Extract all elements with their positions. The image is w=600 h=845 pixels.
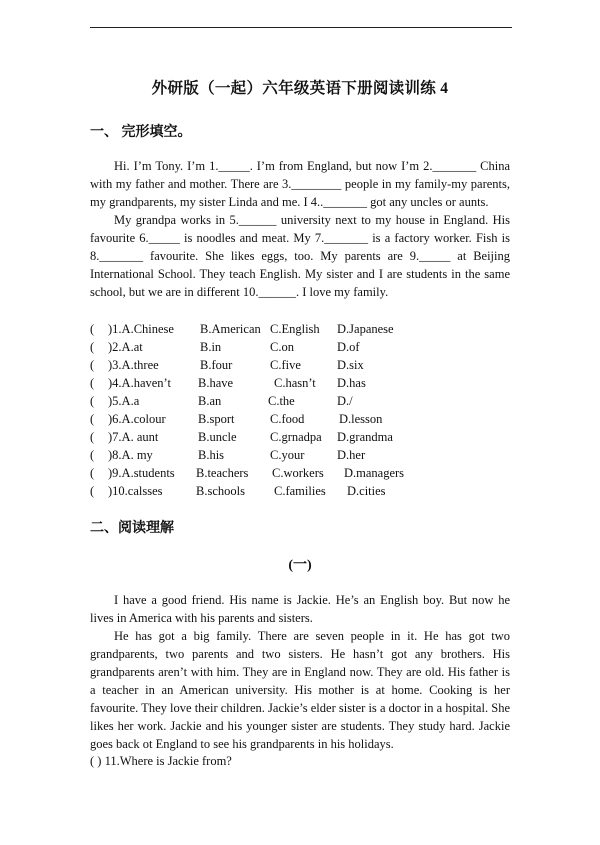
answer-paren: (: [90, 394, 95, 408]
option-b: B.in: [200, 340, 222, 354]
option-d: D.cities: [347, 484, 386, 498]
cloze-paragraph-1: Hi. I’m Tony. I’m 1._____. I’m from England, but now I’m 2._______ China with my father and mother. There are 3.________ people in my family-my parents, my grandparents, my sister Linda and me. I 4.._______ got any uncles or aunts.: [90, 159, 510, 209]
passage-subtitle: (一): [288, 558, 312, 573]
option-row: [90, 446, 510, 464]
option-c: C.workers: [272, 466, 324, 480]
option-b: B.schools: [196, 484, 245, 498]
option-d: D.lesson: [339, 412, 383, 426]
answer-paren: (: [90, 358, 95, 372]
section1-heading: 一、 完形填空。: [90, 125, 192, 140]
option-b: B.have: [198, 376, 234, 390]
reading-paragraph-1: I have a good friend. His name is Jackie. He’s an English boy. But now he lives in America with his parents and sisters.: [90, 593, 510, 625]
answer-paren: (: [90, 340, 95, 354]
option-a: )8.A. my: [108, 448, 153, 462]
option-row: [90, 338, 510, 356]
option-c: C.five: [270, 358, 301, 372]
option-row: [90, 356, 510, 374]
option-row: [90, 410, 510, 428]
option-row: [90, 374, 510, 392]
option-d: D.of: [337, 340, 360, 354]
option-c: C.food: [270, 412, 305, 426]
option-a: )10.calsses: [108, 484, 163, 498]
top-rule: [90, 27, 512, 28]
section2-heading: 二、阅读理解: [90, 521, 174, 536]
page-title: 外研版（一起）六年级英语下册阅读训练 4: [151, 80, 449, 97]
option-b: B.his: [198, 448, 225, 462]
option-b: B.four: [200, 358, 233, 372]
option-d: D.managers: [344, 466, 405, 480]
answer-paren: (: [90, 376, 95, 390]
option-d: D./: [337, 394, 353, 408]
answer-paren: (: [90, 448, 95, 462]
option-row: [90, 464, 510, 482]
option-d: D.has: [337, 376, 366, 390]
option-d: D.six: [337, 358, 364, 372]
option-row: [90, 482, 510, 500]
cloze-paragraph-2: My grandpa works in 5.______ university next to my house in England. His favourite 6._____ is noodles and meat. My 7._______ is a factory worker. Fish is 8._______ favourite. She likes eggs, too. My parents are 9._____ at Beijing International School. They teach English. My sister and I are students in the same school, but we are in different 10.______. I love my family.: [90, 213, 510, 299]
option-a: )9.A.students: [108, 466, 175, 480]
option-a: )3.A.three: [108, 358, 159, 372]
option-c: C.English: [270, 322, 320, 336]
reading-passage: [90, 591, 510, 753]
option-c: C.on: [270, 340, 294, 354]
option-d: D.her: [337, 448, 366, 462]
option-row: [90, 320, 510, 338]
answer-paren: (: [90, 484, 95, 498]
answer-paren: (: [90, 322, 95, 336]
option-row: [90, 428, 510, 446]
question-11: ( ) 11.Where is Jackie from?: [90, 754, 232, 768]
option-b: B.uncle: [198, 430, 237, 444]
cloze-passage: [90, 157, 510, 301]
reading-paragraph-2: He has got a big family. There are seven people in it. He has got two grandparents, two parents and two sisters. He hasn’t got any brothers. His grandparents aren’t with him. They are in England now. They are old. His father is a teacher in an American university. His mother is at home. Cooking is her favourite. They love their children. Jackie’s elder sister is a doctor in a hospital. She likes her work. Jackie and his younger sister are students. They study hard. Jackie goes back ot England to see his grandparents in his holidays.: [90, 629, 510, 751]
option-c: C.hasn’t: [274, 376, 316, 390]
option-a: )7.A. aunt: [108, 430, 159, 444]
options-list: [90, 320, 510, 500]
option-c: C.families: [274, 484, 326, 498]
option-a: )4.A.haven’t: [108, 376, 171, 390]
option-a: )6.A.colour: [108, 412, 166, 426]
option-d: D.grandma: [337, 430, 393, 444]
option-b: B.an: [198, 394, 222, 408]
answer-paren: (: [90, 466, 95, 480]
option-d: D.Japanese: [337, 322, 394, 336]
option-b: B.sport: [198, 412, 235, 426]
option-row: [90, 392, 510, 410]
option-a: )2.A.at: [108, 340, 143, 354]
option-c: C.your: [270, 448, 305, 462]
option-a: )5.A.a: [108, 394, 140, 408]
option-c: C.grnadpa: [270, 430, 322, 444]
option-b: B.teachers: [196, 466, 249, 480]
option-c: C.the: [268, 394, 295, 408]
answer-paren: (: [90, 430, 95, 444]
answer-paren: (: [90, 412, 95, 426]
option-a: )1.A.Chinese: [108, 322, 174, 336]
option-b: B.American: [200, 322, 261, 336]
